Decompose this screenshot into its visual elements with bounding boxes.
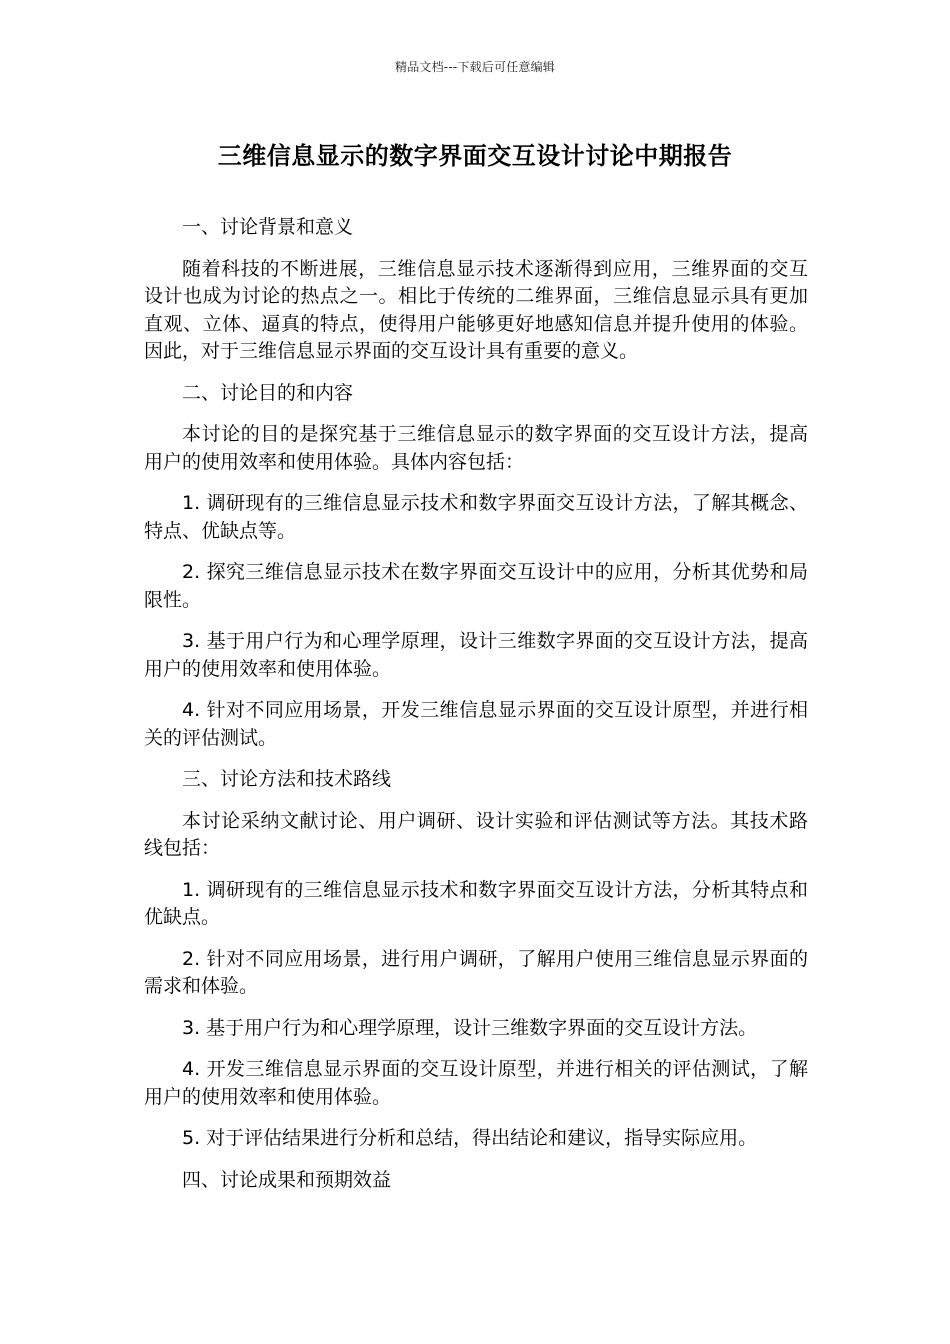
list-item: 4. 开发三维信息显示界面的交互设计原型，并进行相关的评估测试，了解用户的使用效率和使用体验。 — [144, 1058, 808, 1108]
paragraph: 随着科技的不断进展，三维信息显示技术逐渐得到应用，三维界面的交互设计也成为讨论的热点之一。相比于传统的二维界面，三维信息显示具有更加直观、立体、逼真的特点，使得用户能够更好地感知信息并提升使用的体验。因此，对于三维信息显示界面的交互设计具有重要的意义。 — [144, 257, 808, 362]
header-note: 精品文档---下载后可任意编辑 — [395, 60, 555, 74]
list-item: 1. 调研现有的三维信息显示技术和数字界面交互设计方法，分析其特点和优缺点。 — [144, 878, 808, 928]
list-item: 5. 对于评估结果进行分析和总结，得出结论和建议，指导实际应用。 — [182, 1127, 758, 1149]
list-item: 4. 针对不同应用场景，开发三维信息显示界面的交互设计原型，并进行相关的评估测试。 — [144, 699, 808, 749]
section-heading: 二、讨论目的和内容 — [182, 381, 354, 404]
section-heading: 四、讨论成果和预期效益 — [182, 1168, 392, 1191]
section-heading: 一、讨论背景和意义 — [182, 216, 354, 238]
paragraph: 本讨论的目的是探究基于三维信息显示的数字界面的交互设计方法，提高用户的使用效率和使用体验。具体内容包括： — [144, 423, 808, 473]
paragraph: 本讨论采纳文献讨论、用户调研、设计实验和评估测试等方法。其技术路线包括： — [144, 809, 808, 859]
list-item: 3. 基于用户行为和心理学原理，设计三维数字界面的交互设计方法，提高用户的使用效率和使用体验。 — [144, 630, 808, 680]
list-item: 2. 针对不同应用场景，进行用户调研，了解用户使用三维信息显示界面的需求和体验。 — [144, 947, 808, 997]
list-item: 2. 探究三维信息显示技术在数字界面交互设计中的应用，分析其优势和局限性。 — [144, 561, 808, 611]
section-heading: 三、讨论方法和技术路线 — [182, 768, 392, 790]
list-item: 3. 基于用户行为和心理学原理，设计三维数字界面的交互设计方法。 — [182, 1016, 758, 1039]
list-item: 1. 调研现有的三维信息显示技术和数字界面交互设计方法，了解其概念、特点、优缺点等。 — [144, 492, 808, 542]
document-body — [144, 214, 808, 1208]
document-title: 三维信息显示的数字界面交互设计讨论中期报告 — [217, 142, 733, 170]
